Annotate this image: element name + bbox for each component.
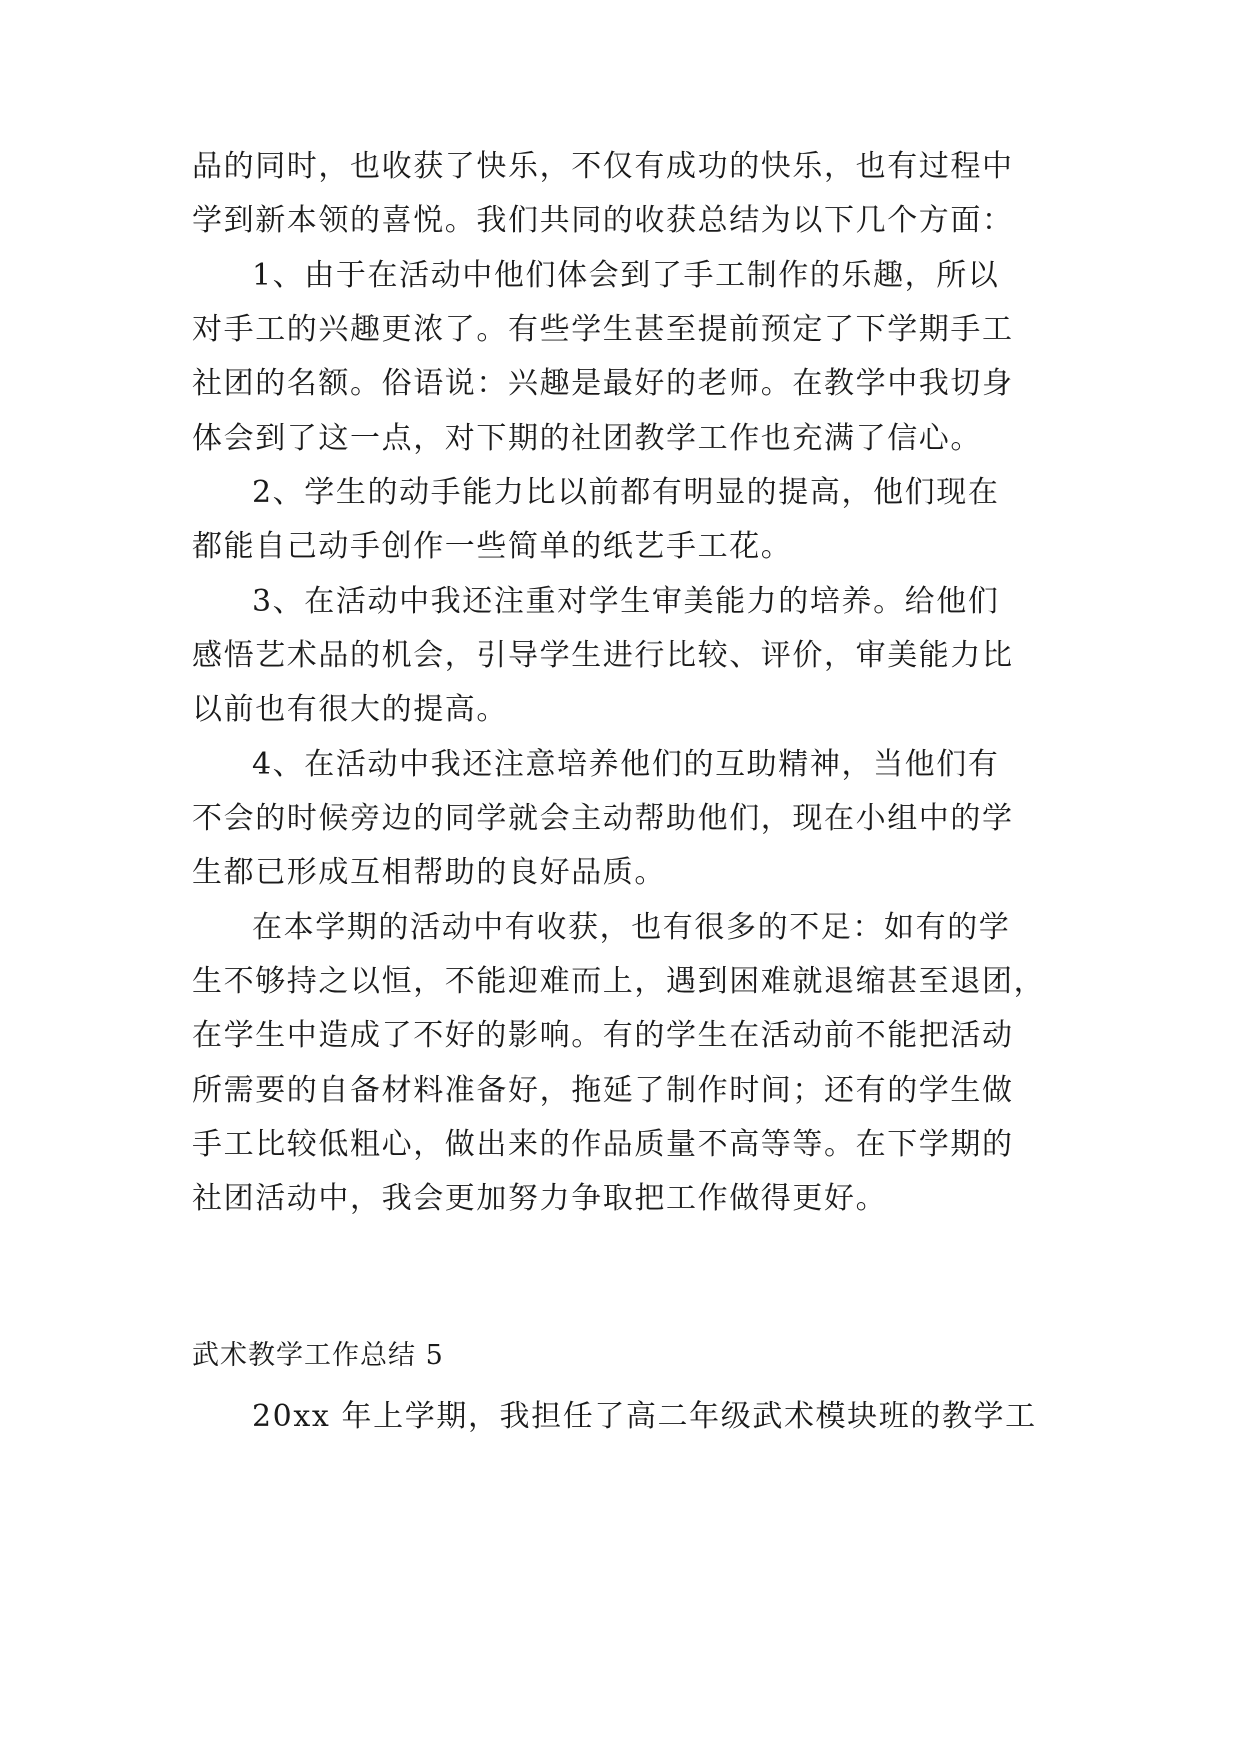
list-item-2-line: 都能自己动手创作一些简单的纸艺手工花。 (192, 529, 793, 564)
list-item-1-line: 1、由于在活动中他们体会到了手工制作的乐趣，所以 (252, 258, 1000, 293)
list-item-3-line: 以前也有很大的提高。 (192, 692, 508, 727)
summary-paragraph-line: 手工比较低粗心，做出来的作品质量不高等等。在下学期的 (192, 1127, 1014, 1162)
summary-paragraph-line: 生不够持之以恒，不能迎难而上，遇到困难就退缩甚至退团， (192, 964, 1046, 999)
list-item-4-line: 生都已形成互相帮助的良好品质。 (192, 855, 666, 890)
section-first-line: 20xx 年上学期，我担任了高二年级武术模块班的教学工 (252, 1399, 1037, 1434)
list-item-3-line: 3、在活动中我还注重对学生审美能力的培养。给他们 (252, 584, 1000, 619)
list-item-2-line: 2、学生的动手能力比以前都有明显的提高，他们现在 (252, 475, 1000, 510)
summary-paragraph-line: 在本学期的活动中有收获，也有很多的不足：如有的学 (252, 910, 1011, 945)
list-item-1-line: 体会到了这一点，对下期的社团教学工作也充满了信心。 (192, 421, 982, 456)
list-item-1-line: 对手工的兴趣更浓了。有些学生甚至提前预定了下学期手工 (192, 312, 1014, 347)
list-item-4-line: 不会的时候旁边的同学就会主动帮助他们，现在小组中的学 (192, 801, 1014, 836)
paragraph-line: 学到新本领的喜悦。我们共同的收获总结为以下几个方面： (192, 203, 1014, 238)
summary-paragraph-line: 所需要的自备材料准备好，拖延了制作时间；还有的学生做 (192, 1073, 1014, 1108)
section-title: 武术教学工作总结 5 (192, 1340, 444, 1371)
list-item-4-line: 4、在活动中我还注意培养他们的互助精神，当他们有 (252, 747, 1000, 782)
summary-paragraph-line: 在学生中造成了不好的影响。有的学生在活动前不能把活动 (192, 1018, 1014, 1053)
summary-paragraph-line: 社团活动中，我会更加努力争取把工作做得更好。 (192, 1181, 888, 1216)
list-item-3-line: 感悟艺术品的机会，引导学生进行比较、评价，审美能力比 (192, 638, 1014, 673)
list-item-1-line: 社团的名额。俗语说：兴趣是最好的老师。在教学中我切身 (192, 366, 1014, 401)
paragraph-line: 品的同时，也收获了快乐，不仅有成功的快乐，也有过程中 (192, 149, 1014, 184)
